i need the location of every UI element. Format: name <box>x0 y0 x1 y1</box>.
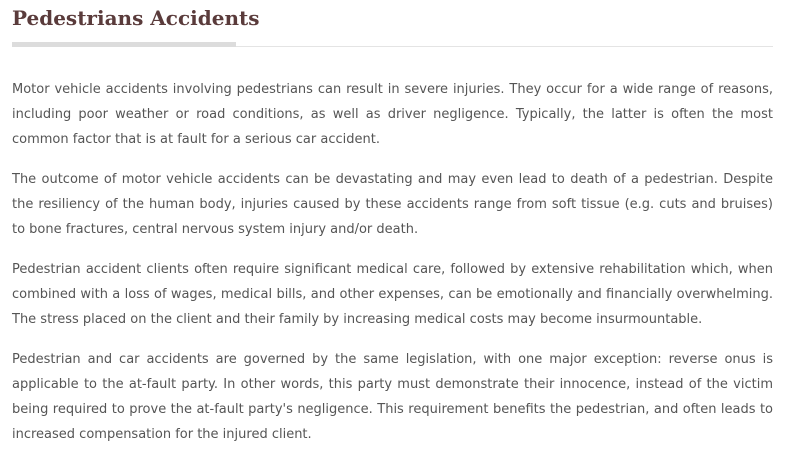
article <box>12 0 773 462</box>
article-body <box>12 77 773 447</box>
paragraph-medical-care: Pedestrian accident clients often require significant medical care, followed by extensive rehabilitation which, when combined with a loss of wages, medical bills, and other expenses, can be emotionally and financially overwhelming. The stress placed on the client and their family by increasing medical costs may become insurmountable. <box>12 262 773 327</box>
paragraph-outcome: The outcome of motor vehicle accidents can be devastating and may even lead to death of a pedestrian. Despite the resiliency of the human body, injuries caused by these accidents range from soft tissue (e.g. cuts and bruises) to bone fractures, central nervous system injury and/or death. <box>12 172 773 237</box>
paragraph-legislation: Pedestrian and car accidents are governed by the same legislation, with one major exception: reverse onus is applicable to the at-fault party. In other words, this party must demonstrate their innocence, instead of the victim being required to prove the at-fault party's negligence. This requirement benefits the pedestrian, and often leads to increased compensation for the injured client. <box>12 352 773 442</box>
title-divider <box>12 42 773 47</box>
page-title: Pedestrians Accidents <box>12 6 260 30</box>
paragraph-causes: Motor vehicle accidents involving pedestrians can result in severe injuries. They occur for a wide range of reasons, including poor weather or road conditions, as well as driver negligence. Typically, the latter is often the most common factor that is at fault for a serious car accident. <box>12 82 773 147</box>
divider-accent <box>12 42 236 47</box>
